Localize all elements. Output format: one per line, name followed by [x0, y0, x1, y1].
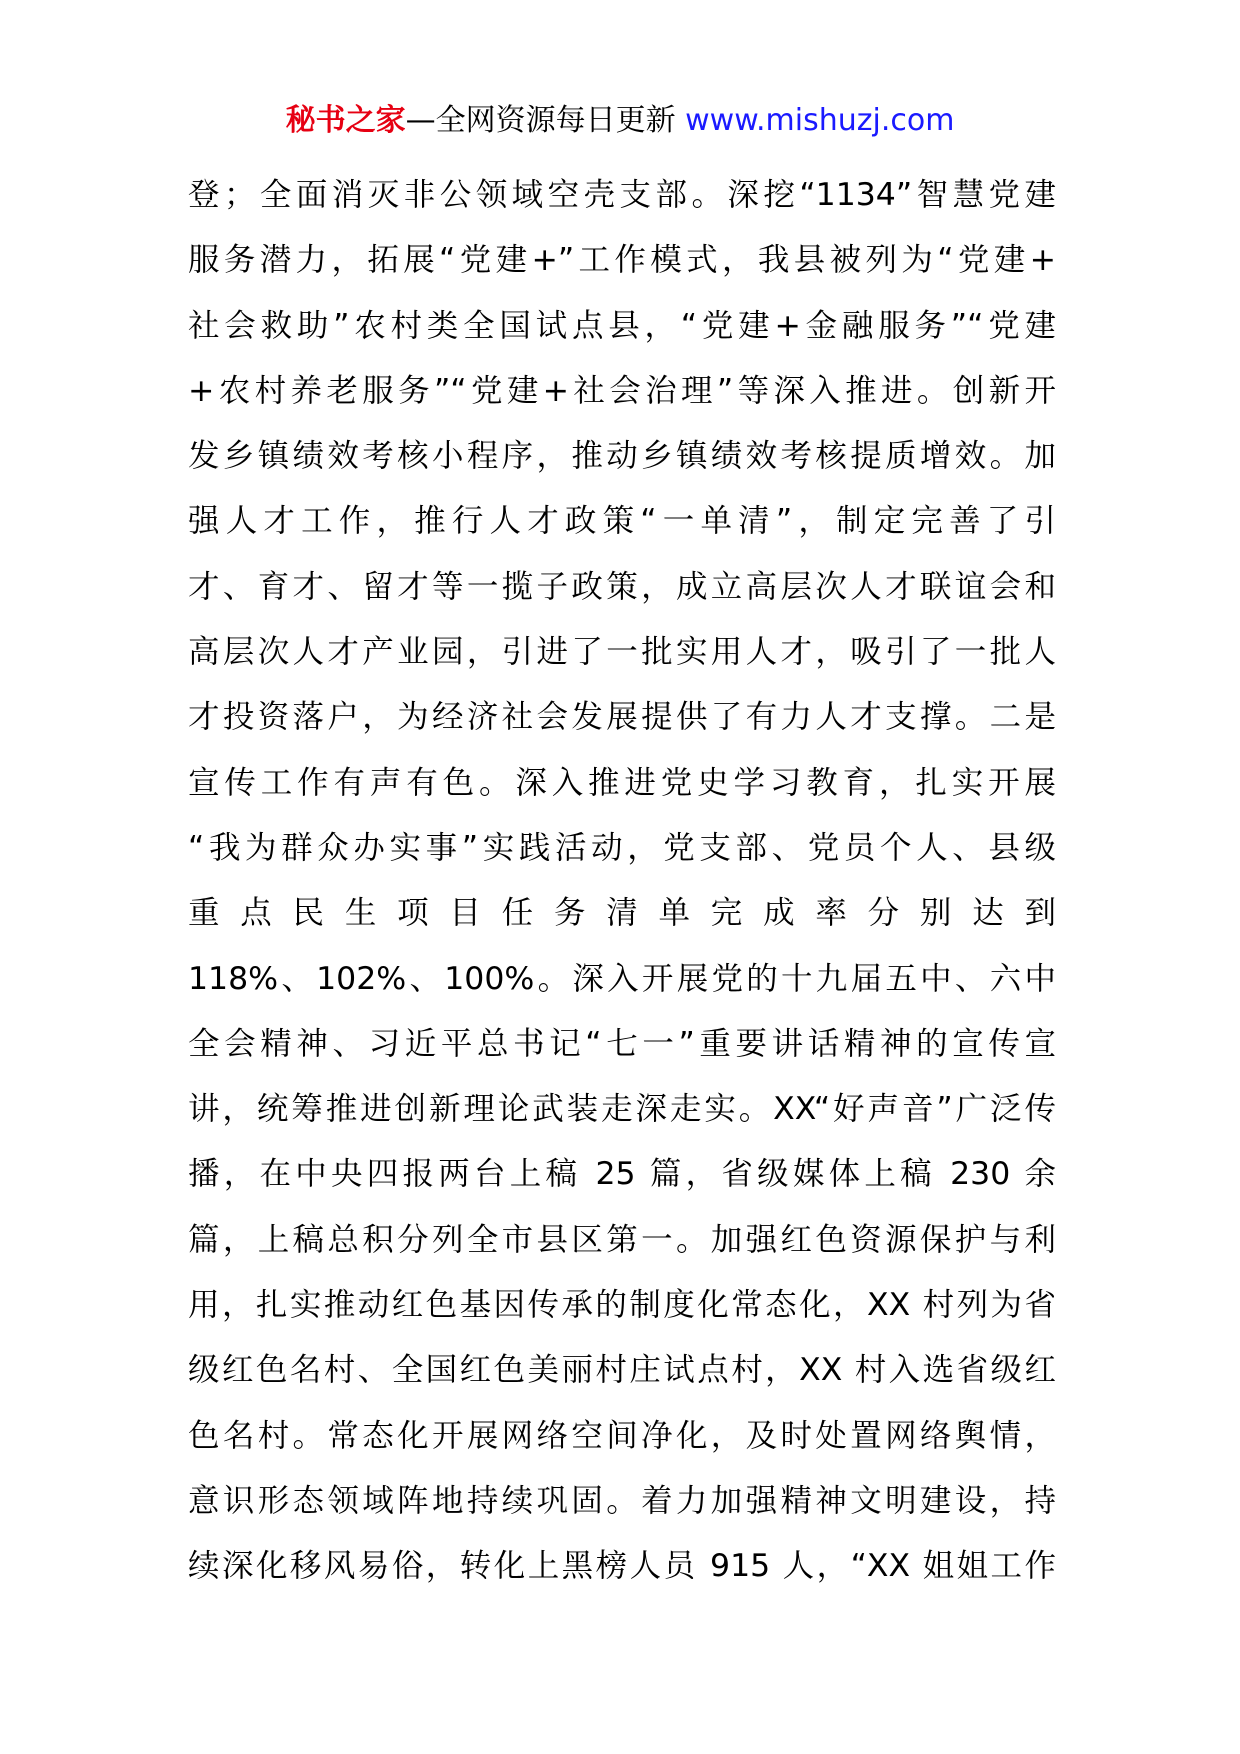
text-line: 续深化移风易俗，转化上黑榜人员 915 人，“XX 姐姐工作: [188, 1548, 1056, 1585]
text-line: 篇，上稿总积分列全市县区第一。加强红色资源保护与利: [188, 1221, 1056, 1258]
text-line: +农村养老服务”“党建+社会治理”等深入推进。创新开: [188, 372, 1056, 409]
text-line: 意识形态领域阵地持续巩固。着力加强精神文明建设，持: [188, 1482, 1056, 1519]
text-line: 播，在中央四报两台上稿 25 篇，省级媒体上稿 230 余: [188, 1156, 1056, 1193]
text-line: 社会救助”农村类全国试点县，“党建+金融服务”“党建: [188, 307, 1056, 344]
text-line: 用，扎实推动红色基因传承的制度化常态化，XX 村列为省: [188, 1287, 1056, 1324]
text-line: 宣传工作有声有色。深入推进党史学习教育，扎实开展: [188, 764, 1056, 801]
page-header: [0, 101, 1240, 141]
text-line: 级红色名村、全国红色美丽村庄试点村，XX 村入选省级红: [188, 1352, 1056, 1389]
text-line: 服务潜力，拓展“党建+”工作模式，我县被列为“党建+: [188, 242, 1056, 279]
text-line: 118%、102%、100%。深入开展党的十九届五中、六中: [188, 960, 1056, 997]
text-line: 发乡镇绩效考核小程序，推动乡镇绩效考核提质增效。加: [188, 438, 1056, 475]
text-line: 才、育才、留才等一揽子政策，成立高层次人才联谊会和: [188, 568, 1056, 605]
text-line: 重点民生项目任务清单完成率分别达到: [188, 895, 1056, 932]
text-line: 全会精神、习近平总书记“七一”重要讲话精神的宣传宣: [188, 1025, 1056, 1062]
text-line: 讲，统筹推进创新理论武装走深走实。XX“好声音”广泛传: [188, 1091, 1056, 1128]
brand-name: 秘书之家: [285, 103, 406, 138]
header-slogan: —全网资源每日更新: [405, 103, 686, 138]
text-line: 才投资落户，为经济社会发展提供了有力人才支撑。二是: [188, 699, 1056, 736]
text-line: 强人才工作，推行人才政策“一单清”，制定完善了引: [188, 503, 1056, 540]
text-line: 登；全面消灭非公领域空壳支部。深挖“1134”智慧党建: [188, 177, 1056, 213]
header-url[interactable]: www.mishuzj.com: [685, 103, 955, 138]
document-body: [188, 163, 1056, 1600]
text-line: 高层次人才产业园，引进了一批实用人才，吸引了一批人: [188, 634, 1056, 671]
text-line: “我为群众办实事”实践活动，党支部、党员个人、县级: [188, 829, 1056, 866]
text-line: 色名村。常态化开展网络空间净化，及时处置网络舆情，: [188, 1417, 1056, 1454]
